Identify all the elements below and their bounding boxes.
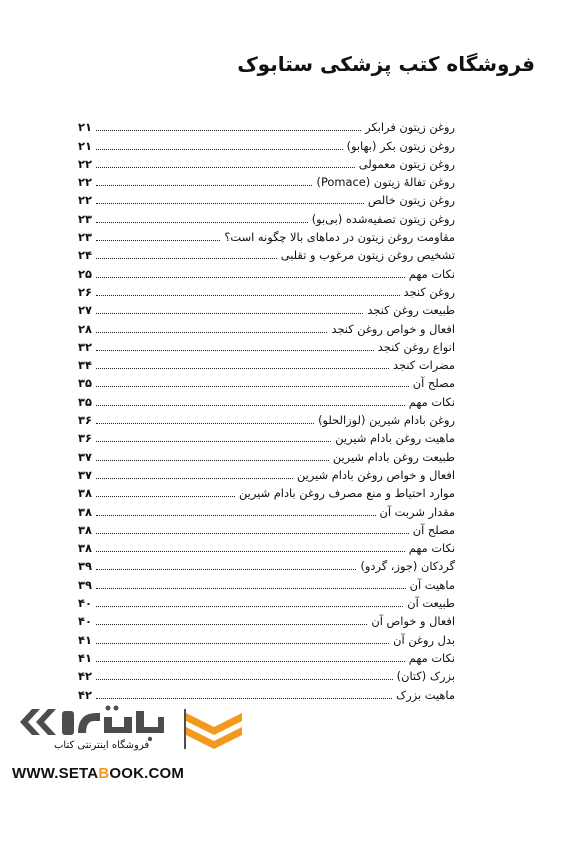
- toc-entry-title: ماهیت بزرک: [396, 687, 455, 702]
- toc-leader-dots: [96, 624, 367, 625]
- toc-leader-dots: [96, 167, 355, 168]
- toc-entry-title: گردکان (جوز، گردو): [360, 559, 455, 574]
- toc-entry-page: ۲۲: [78, 193, 92, 208]
- website-url[interactable]: [12, 765, 184, 782]
- toc-entry-page: ۲۳: [78, 211, 92, 226]
- toc-entry-title: افعال و خواص روغن کنجد: [331, 321, 455, 336]
- page-header-title: فروشگاه کتب پزشکی ستابوک: [237, 52, 535, 76]
- toc-entry: [78, 574, 455, 592]
- toc-entry-page: ۳۹: [78, 559, 92, 574]
- toc-leader-dots: [96, 551, 405, 552]
- toc-entry-page: ۳۲: [78, 339, 92, 354]
- toc-leader-dots: [96, 588, 406, 589]
- toc-entry: [78, 373, 455, 391]
- setabook-logo-icon: [184, 707, 244, 751]
- toc-entry-page: ۳۷: [78, 467, 92, 482]
- toc-entry: [78, 172, 455, 190]
- toc-leader-dots: [96, 185, 312, 186]
- toc-entry-title: افعال و خواص آن: [371, 614, 455, 629]
- setabook-logo: [14, 703, 269, 753]
- toc-entry-title: روغن بادام شیرین (لوزالحلو): [318, 413, 455, 428]
- toc-entry-page: ۲۶: [78, 284, 92, 299]
- toc-entry-title: انواع روغن کنجد: [377, 339, 455, 354]
- toc-entry-page: ۲۲: [78, 156, 92, 171]
- toc-entry-page: ۴۱: [78, 650, 92, 665]
- toc-entry: [78, 410, 455, 428]
- toc-entry-title: روغن زیتون خالص: [367, 193, 455, 208]
- toc-entry-title: تشخیص روغن زیتون مرغوب و تقلبی: [280, 248, 455, 263]
- toc-entry: [78, 465, 455, 483]
- toc-entry: [78, 300, 455, 318]
- toc-entry-page: ۴۰: [78, 614, 92, 629]
- toc-entry: [78, 538, 455, 556]
- toc-entry-page: ۳۸: [78, 486, 92, 501]
- toc-entry: [78, 190, 455, 208]
- toc-leader-dots: [96, 515, 376, 516]
- toc-leader-dots: [96, 350, 374, 351]
- toc-entry: [78, 648, 455, 666]
- toc-leader-dots: [96, 332, 327, 333]
- toc-entry-page: ۲۵: [78, 266, 92, 281]
- toc-entry: [78, 483, 455, 501]
- toc-entry-title: نکات مهم: [408, 650, 455, 665]
- toc-leader-dots: [96, 313, 363, 314]
- toc-entry-page: ۲۸: [78, 321, 92, 336]
- toc-leader-dots: [96, 478, 293, 479]
- toc-entry: [78, 318, 455, 336]
- toc-entry: [78, 227, 455, 245]
- toc-entry: [78, 684, 455, 702]
- toc-entry-title: روغن زیتون بکر (بهابو): [346, 138, 455, 153]
- toc-leader-dots: [96, 405, 405, 406]
- toc-entry: [78, 282, 455, 300]
- toc-leader-dots: [96, 203, 364, 204]
- toc-entry: [78, 135, 455, 153]
- toc-entry-page: ۳۶: [78, 431, 92, 446]
- toc-leader-dots: [96, 295, 400, 296]
- toc-entry-page: ۳۴: [78, 358, 92, 373]
- toc-entry-page: ۳۸: [78, 541, 92, 556]
- toc-entry-page: ۳۸: [78, 504, 92, 519]
- toc-entry: [78, 629, 455, 647]
- toc-leader-dots: [96, 149, 343, 150]
- toc-entry-page: ۲۴: [78, 248, 92, 263]
- toc-entry-title: افعال و خواص روغن بادام شیرین: [297, 467, 455, 482]
- toc-entry-page: ۳۶: [78, 413, 92, 428]
- toc-entry-title: مقدار شربت آن: [379, 504, 455, 519]
- toc-entry: [78, 520, 455, 538]
- toc-entry-title: روغن تفالۀ زیتون (Pomace): [316, 175, 455, 190]
- toc-entry: [78, 428, 455, 446]
- toc-leader-dots: [96, 423, 314, 424]
- website-url-suffix: OOK.COM: [109, 765, 185, 782]
- toc-leader-dots: [96, 661, 405, 662]
- toc-entry-title: روغن زیتون فرابکر: [365, 120, 455, 135]
- toc-entry: [78, 355, 455, 373]
- toc-entry-page: ۴۲: [78, 687, 92, 702]
- toc-leader-dots: [96, 222, 308, 223]
- toc-entry: [78, 593, 455, 611]
- toc-entry-title: بزرک (کتان): [396, 669, 455, 684]
- website-url-prefix: WWW.SETA: [12, 765, 99, 782]
- toc-entry-title: موارد احتیاط و منع مصرف روغن بادام شیرین: [239, 486, 455, 501]
- toc-entry-page: ۳۵: [78, 394, 92, 409]
- toc-entry: [78, 263, 455, 281]
- toc-leader-dots: [96, 258, 277, 259]
- website-url-accent: B: [98, 765, 110, 782]
- toc-entry: [78, 611, 455, 629]
- toc-leader-dots: [96, 368, 389, 369]
- toc-entry-page: ۲۱: [78, 120, 92, 135]
- toc-entry: [78, 154, 455, 172]
- toc-entry-page: ۴۲: [78, 669, 92, 684]
- toc-leader-dots: [96, 130, 361, 131]
- toc-entry: [78, 117, 455, 135]
- logo-wordmark-icon: [16, 703, 166, 741]
- toc-entry-title: نکات مهم: [408, 541, 455, 556]
- toc-entry-page: ۳۹: [78, 577, 92, 592]
- toc-entry: [78, 446, 455, 464]
- toc-entry: [78, 337, 455, 355]
- toc-leader-dots: [96, 679, 393, 680]
- toc-entry-page: ۴۱: [78, 632, 92, 647]
- toc-entry: [78, 391, 455, 409]
- toc-leader-dots: [96, 460, 329, 461]
- toc-leader-dots: [96, 386, 409, 387]
- toc-entry-title: ماهیت آن: [409, 577, 455, 592]
- toc-entry-title: مصلح آن: [412, 522, 455, 537]
- toc-entry-title: نکات مهم: [408, 266, 455, 281]
- toc-leader-dots: [96, 569, 356, 570]
- toc-entry-title: بدل روغن آن: [393, 632, 455, 647]
- toc-entry-page: ۲۲: [78, 175, 92, 190]
- toc-entry-title: طبیعت روغن کنجد: [367, 303, 455, 318]
- toc-entry-title: طبیعت آن: [407, 596, 455, 611]
- toc-entry-title: طبیعت روغن بادام شیرین: [332, 449, 455, 464]
- logo-subtitle: فروشگاه اینترنتی کتاب: [54, 740, 150, 751]
- toc-leader-dots: [96, 698, 392, 699]
- toc-entry-page: ۲۱: [78, 138, 92, 153]
- toc-entry: [78, 245, 455, 263]
- toc-entry-page: ۲۷: [78, 303, 92, 318]
- toc-entry-page: ۳۷: [78, 449, 92, 464]
- toc-leader-dots: [96, 240, 220, 241]
- toc-leader-dots: [96, 533, 409, 534]
- toc-entry: [78, 501, 455, 519]
- toc-entry-page: ۴۰: [78, 596, 92, 611]
- toc-leader-dots: [96, 606, 403, 607]
- toc-entry-title: مضرات کنجد: [393, 358, 455, 373]
- table-of-contents: [78, 117, 455, 703]
- toc-entry-title: مقاومت روغن زیتون در دماهای بالا چگونه است؟: [224, 230, 455, 245]
- toc-entry-title: روغن زیتون معمولی: [358, 156, 455, 171]
- toc-entry: [78, 666, 455, 684]
- toc-entry: [78, 208, 455, 226]
- toc-leader-dots: [96, 643, 389, 644]
- toc-entry-page: ۲۳: [78, 230, 92, 245]
- toc-leader-dots: [96, 496, 235, 497]
- toc-entry-title: ماهیت روغن بادام شیرین: [335, 431, 455, 446]
- toc-leader-dots: [96, 277, 405, 278]
- toc-entry-page: ۳۵: [78, 376, 92, 391]
- toc-entry-title: روغن زیتون تصفیه‌شده (بی‌بو): [311, 211, 455, 226]
- toc-entry: [78, 556, 455, 574]
- toc-entry-title: نکات مهم: [408, 394, 455, 409]
- toc-entry-page: ۳۸: [78, 522, 92, 537]
- toc-entry-title: مصلح آن: [412, 376, 455, 391]
- toc-leader-dots: [96, 441, 331, 442]
- toc-entry-title: روغن کنجد: [403, 284, 455, 299]
